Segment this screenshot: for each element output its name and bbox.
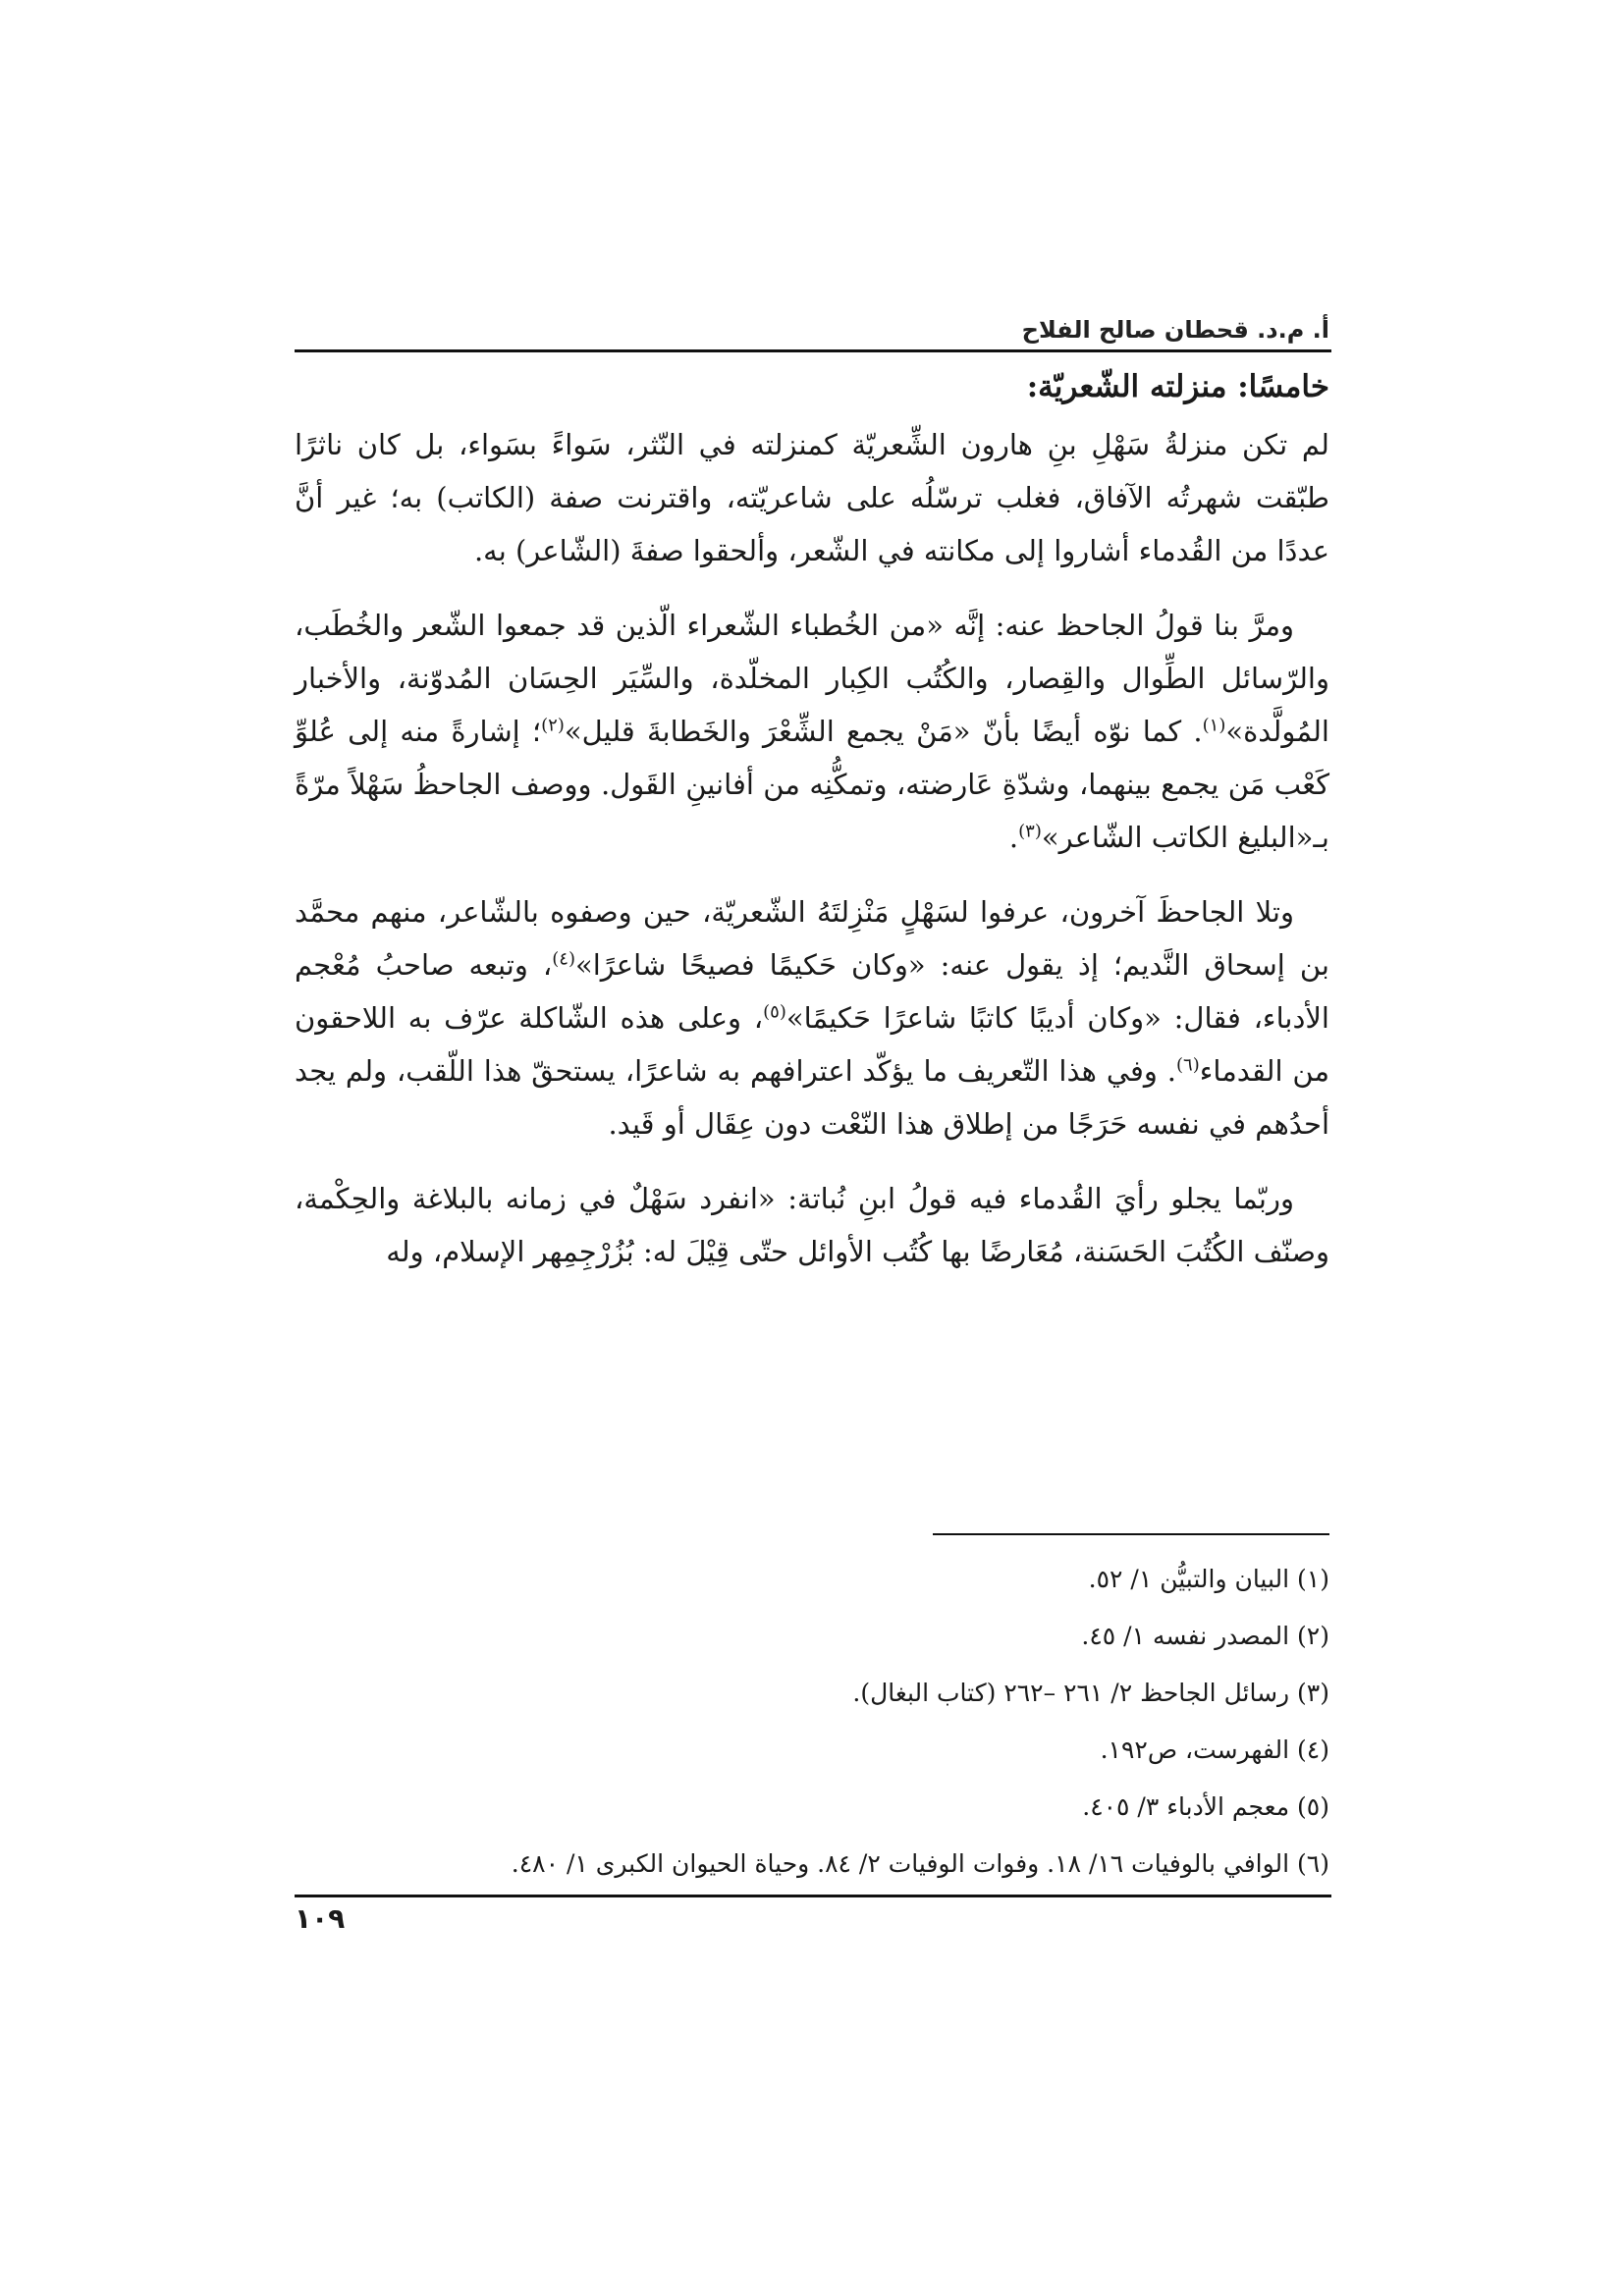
- paragraph-text: وربّما يجلو رأيَ القُدماء فيه قولُ ابنِ نُباتة: «انفرد سَهْلٌ في زمانه بالبلاغة والحِكْمة، وصنّف الكُتُبَ الحَسَنة، مُعَارضًا بها كُتُب الأوائل حتّى قِيْلَ له: بُزُرْجِمِهر الإسلام، وله: [295, 1182, 1329, 1268]
- paragraph-2: [295, 599, 1329, 864]
- footnote-marker: (٦): [1175, 1054, 1200, 1076]
- paragraph-text: .: [1008, 821, 1019, 854]
- body-text: [295, 361, 1329, 1300]
- paragraph-text: ، وتبعه صاحبُ مُعْجم الأدباء، فقال: «وكان أديبًا كاتبًا شاعرًا حَكيمًا»: [295, 948, 1329, 1035]
- footnote-marker: (٤): [552, 948, 575, 970]
- page-number: ١٠٩: [295, 1902, 346, 1935]
- paragraph-text: . وفي هذا التّعريف ما يؤكّد اعترافهم به شاعرًا، يستحقّ هذا اللّقب، ولم يجد أحدُهم في نفسه حَرَجًا من إطلاق هذا النّعْت دون عِقَال أو قَيد.: [295, 1054, 1329, 1141]
- paragraph-text: ، وعلى هذه الشّاكلة عرّف به اللاحقون من القدماء: [295, 1001, 1330, 1088]
- paragraph-text: لم تكن منزلةُ سَهْلِ بنِ هارون الشِّعريّة كمنزلته في النّثر، سَواءً بسَواء، بل كان ناثرًا طبّقت شهرتُه الآفاق، فغلب ترسّلُه على شاعريّته، واقترنت صفة (الكاتب) به؛ غير أنَّ عددًا من القُدماء أشاروا إلى مكانته في الشّعر، وألحقوا صفةَ (الشّاعر) به.: [295, 428, 1329, 567]
- paragraph-1: [295, 418, 1329, 577]
- footnote-4: (٤) الفهرست، ص١٩٢.: [1100, 1735, 1329, 1764]
- footnote-marker: (١): [1202, 715, 1226, 736]
- footnote-rule: [933, 1533, 1329, 1535]
- section-heading: خامسًا: منزلته الشّعريّة:: [1026, 369, 1329, 404]
- footnote-1: (١) البيان والتبيُّن ١/ ٥٢.: [1088, 1565, 1329, 1593]
- footnote-5: (٥) معجم الأدباء ٣/ ٤٠٥.: [1082, 1792, 1329, 1821]
- paragraph-text: ؛ إشارةً منه إلى عُلوِّ كَعْب مَن يجمع بينهما، وشدّةِ عَارضته، وتمكُّنِه من أفانينِ القَول. ووصف الجاحظُ سَهْلاً مرّةً بـ«البليغ الكاتب الشّاعر»: [295, 715, 1329, 854]
- footnote-2: (٢) المصدر نفسه ١/ ٤٥.: [1081, 1622, 1329, 1650]
- paragraph-3: [295, 885, 1329, 1150]
- footer-rule: [295, 1895, 1331, 1897]
- footnote-3: (٣) رسائل الجاحظ ٢/ ٢٦١ –٢٦٢ (كتاب البغال).: [852, 1679, 1329, 1707]
- paragraph-text: . كما نوّه أيضًا بأنّ «مَنْ يجمع الشِّعْرَ والخَطابةَ قليل»: [564, 715, 1203, 748]
- footnotes: [295, 1555, 1329, 1896]
- footnote-marker: (٢): [541, 715, 565, 736]
- running-header-author: أ. م.د. قحطان صالح الفلاح: [1021, 316, 1329, 344]
- paragraph-4: [295, 1172, 1329, 1278]
- footnote-marker: (٣): [1018, 821, 1042, 842]
- footnote-marker: (٥): [763, 1001, 786, 1023]
- paragraph-text: وتلا الجاحظَ آخرون، عرفوا لسَهْلٍ مَنْزِلتَهُ الشّعريّة، حين وصفوه بالشّاعر، منهم محمَّد بن إسحاق النَّديم؛ إذ يقول عنه: «وكان حَكيمًا فصيحًا شاعرًا»: [295, 895, 1329, 982]
- footnote-6: (٦) الوافي بالوفيات ١٦/ ١٨. وفوات الوفيات ٢/ ٨٤. وحياة الحيوان الكبرى ١/ ٤٨٠.: [511, 1849, 1329, 1878]
- paragraph-text: ومرَّ بنا قولُ الجاحظ عنه: إنَّه «من الخُطباء الشّعراء الّذين قد جمعوا الشّعر والخُطَب، والرّسائل الطِّوال والقِصار، والكُتُب الكِبار المخلّدة، والسِّيَر الحِسَان المُدوّنة، والأخبار المُولَّدة»: [295, 609, 1329, 748]
- header-rule: [295, 349, 1331, 352]
